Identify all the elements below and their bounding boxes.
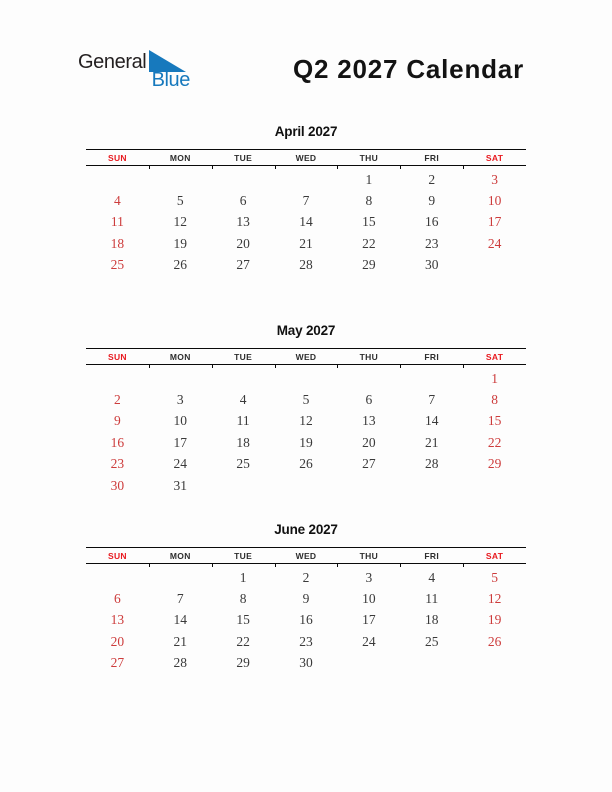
- date-cell: 9: [428, 193, 436, 209]
- date-cell: 8: [365, 193, 373, 209]
- date-cell: 15: [487, 413, 502, 429]
- date-cell: 3: [176, 392, 184, 408]
- weekday-header: SUN: [107, 152, 127, 163]
- date-cell: 1: [365, 171, 373, 187]
- date-cell: 2: [302, 569, 310, 585]
- date-cell: 30: [299, 655, 313, 671]
- weekday-header: MON: [169, 351, 191, 362]
- date-cell: 24: [362, 633, 376, 649]
- date-cell: 8: [491, 392, 498, 408]
- date-cell: 23: [424, 235, 439, 251]
- date-cell: 17: [487, 214, 502, 230]
- weekday-header: WED: [295, 152, 317, 163]
- date-cell: 6: [239, 193, 247, 209]
- weekday-header: WED: [295, 351, 317, 362]
- date-cell: 11: [110, 214, 124, 230]
- empty-cell: [463, 475, 526, 496]
- weekday-header: FRI: [424, 550, 439, 561]
- page-title: Q2 2027 Calendar: [292, 54, 524, 84]
- empty-cell: [337, 475, 400, 496]
- date-cell: 12: [299, 413, 313, 429]
- weekday-header: FRI: [424, 351, 439, 362]
- date-cell: 10: [362, 591, 376, 607]
- weekday-header: THU: [359, 550, 379, 561]
- date-cell: 27: [236, 257, 250, 273]
- date-cell: 21: [424, 434, 439, 450]
- date-cell: 16: [424, 214, 439, 230]
- empty-cell: [275, 475, 338, 496]
- date-cell: 3: [491, 171, 498, 187]
- date-cell: 24: [487, 235, 502, 251]
- date-cell: 18: [110, 235, 125, 251]
- weekday-header: SAT: [485, 550, 504, 561]
- date-cell: 24: [173, 456, 188, 472]
- date-cell: 15: [362, 214, 376, 230]
- empty-cell: [463, 653, 526, 674]
- date-cell: 13: [236, 214, 250, 230]
- date-cell: 11: [425, 591, 439, 607]
- date-cell: 25: [110, 257, 125, 273]
- date-cell: 19: [299, 434, 313, 450]
- logo-text-general: General: [78, 51, 147, 73]
- date-cell: 30: [424, 257, 439, 273]
- empty-cell: [400, 653, 463, 674]
- date-cell: 5: [302, 392, 310, 408]
- empty-cell: [149, 169, 212, 190]
- date-cell: 17: [362, 612, 376, 628]
- weekday-header-row: [86, 348, 526, 365]
- month-title: May 2027: [276, 323, 336, 338]
- empty-cell: [400, 368, 463, 389]
- date-cell: 31: [173, 477, 188, 493]
- empty-cell: [86, 567, 149, 588]
- date-cell: 6: [365, 392, 373, 408]
- month-section: [86, 321, 526, 496]
- month-section: [86, 122, 526, 276]
- date-cell: 12: [487, 591, 502, 607]
- empty-cell: [337, 368, 400, 389]
- date-cell: 26: [487, 633, 502, 649]
- date-cell: 5: [491, 569, 498, 585]
- weekday-header: TUE: [234, 550, 253, 561]
- date-cell: 11: [236, 413, 250, 429]
- date-cell: 14: [299, 214, 313, 230]
- month-title: June 2027: [274, 522, 338, 537]
- empty-cell: [463, 255, 526, 276]
- date-cell: 30: [110, 477, 125, 493]
- date-cell: 6: [114, 591, 121, 607]
- logo-text-blue: Blue: [151, 69, 190, 91]
- date-cell: 19: [173, 235, 188, 251]
- empty-cell: [275, 169, 338, 190]
- date-cell: 1: [491, 370, 498, 386]
- date-cell: 8: [239, 591, 247, 607]
- date-cell: 1: [239, 569, 247, 585]
- date-cell: 20: [236, 235, 250, 251]
- empty-cell: [149, 368, 212, 389]
- weekday-header: THU: [359, 152, 379, 163]
- date-cell: 29: [236, 655, 250, 671]
- weekday-header: FRI: [424, 152, 439, 163]
- date-cell: 28: [424, 456, 439, 472]
- weekday-header: SAT: [485, 152, 504, 163]
- date-cell: 7: [176, 591, 184, 607]
- empty-cell: [86, 368, 149, 389]
- weekday-header: MON: [169, 550, 191, 561]
- date-cell: 4: [239, 392, 247, 408]
- weekday-header: WED: [295, 550, 317, 561]
- date-cell: 4: [428, 569, 436, 585]
- dates-grid: [86, 567, 526, 674]
- date-cell: 2: [428, 171, 436, 187]
- empty-cell: [86, 169, 149, 190]
- date-cell: 26: [173, 257, 188, 273]
- date-cell: 13: [362, 413, 376, 429]
- date-cell: 22: [487, 434, 502, 450]
- date-cell: 17: [173, 434, 188, 450]
- empty-cell: [275, 368, 338, 389]
- date-cell: 22: [362, 235, 376, 251]
- date-cell: 23: [299, 633, 313, 649]
- date-cell: 3: [365, 569, 373, 585]
- empty-cell: [337, 653, 400, 674]
- date-cell: 14: [424, 413, 439, 429]
- date-cell: 4: [114, 193, 121, 209]
- weekday-header: TUE: [234, 351, 253, 362]
- weekday-header: THU: [359, 351, 379, 362]
- date-cell: 18: [236, 434, 250, 450]
- date-cell: 25: [236, 456, 250, 472]
- weekday-header-row: [86, 149, 526, 166]
- dates-grid: [86, 368, 526, 496]
- date-cell: 10: [487, 193, 502, 209]
- date-cell: 9: [302, 591, 310, 607]
- date-cell: 21: [173, 633, 188, 649]
- date-cell: 7: [428, 392, 436, 408]
- date-cell: 14: [173, 612, 188, 628]
- date-cell: 18: [424, 612, 439, 628]
- date-cell: 16: [110, 434, 125, 450]
- date-cell: 28: [299, 257, 313, 273]
- date-cell: 16: [299, 612, 313, 628]
- empty-cell: [400, 475, 463, 496]
- empty-cell: [212, 368, 275, 389]
- dates-grid: [86, 169, 526, 276]
- date-cell: 9: [114, 413, 121, 429]
- date-cell: 22: [236, 633, 250, 649]
- general-blue-logo: [78, 49, 190, 93]
- empty-cell: [212, 169, 275, 190]
- date-cell: 20: [110, 633, 125, 649]
- empty-cell: [212, 475, 275, 496]
- empty-cell: [149, 567, 212, 588]
- weekday-header: MON: [169, 152, 191, 163]
- date-cell: 20: [362, 434, 376, 450]
- date-cell: 25: [424, 633, 439, 649]
- date-cell: 10: [173, 413, 188, 429]
- date-cell: 29: [362, 257, 376, 273]
- date-cell: 23: [110, 456, 125, 472]
- month-title: April 2027: [274, 124, 338, 139]
- date-cell: 2: [114, 392, 121, 408]
- date-cell: 19: [487, 612, 502, 628]
- date-cell: 5: [176, 193, 184, 209]
- weekday-header: SAT: [485, 351, 504, 362]
- date-cell: 15: [236, 612, 250, 628]
- weekday-header-row: [86, 547, 526, 564]
- date-cell: 21: [299, 235, 313, 251]
- date-cell: 13: [110, 612, 125, 628]
- date-cell: 27: [362, 456, 376, 472]
- weekday-header: SUN: [107, 550, 127, 561]
- weekday-header: TUE: [234, 152, 253, 163]
- date-cell: 26: [299, 456, 313, 472]
- date-cell: 29: [487, 456, 502, 472]
- weekday-header: SUN: [107, 351, 127, 362]
- date-cell: 12: [173, 214, 188, 230]
- date-cell: 7: [302, 193, 310, 209]
- date-cell: 27: [110, 655, 125, 671]
- month-section: [86, 520, 526, 674]
- date-cell: 28: [173, 655, 188, 671]
